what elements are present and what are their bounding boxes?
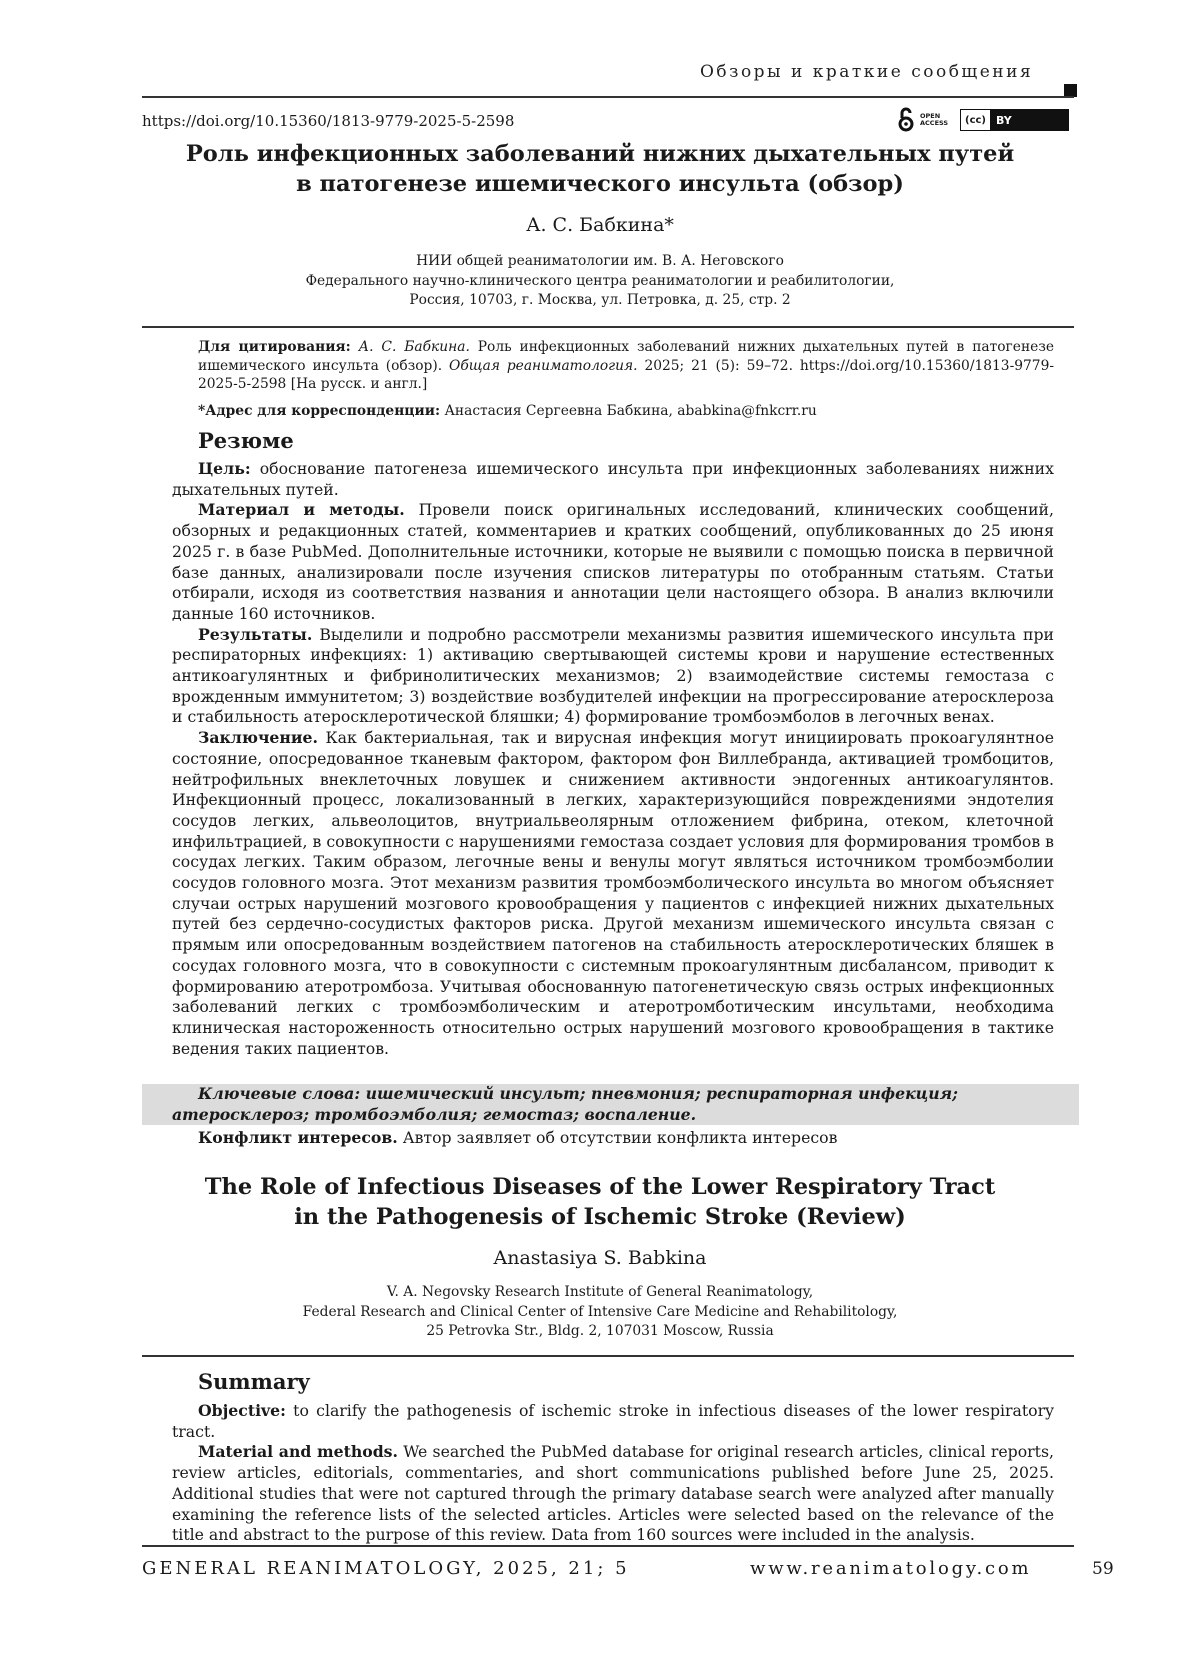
- license-badges: [898, 107, 1069, 133]
- ru-conflict: [198, 1128, 837, 1147]
- ru-aim-text: обоснование патогенеза ишемического инсульта при инфекционных заболеваниях нижних дыхательных путей.: [172, 459, 1054, 499]
- en-title-line1: The Role of Infectious Diseases of the Lower Respiratory Tract: [150, 1172, 1050, 1202]
- en-title: [150, 1172, 1050, 1232]
- ru-title: [150, 139, 1050, 199]
- ru-methods-label: Материал и методы.: [198, 500, 405, 519]
- en-title-line2: in the Pathogenesis of Ischemic Stroke (Review): [150, 1202, 1050, 1232]
- ru-summary-heading: Резюме: [198, 428, 294, 453]
- en-affiliation-line1: V. A. Negovsky Research Institute of General Reanimatology,: [150, 1283, 1050, 1303]
- footer-rule: [142, 1545, 1074, 1547]
- ru-aim-paragraph: [172, 459, 1054, 500]
- citation-block: [198, 338, 1054, 394]
- en-summary-heading: Summary: [198, 1369, 310, 1394]
- ru-methods-text: Провели поиск оригинальных исследований, клинических сообщений, обзорных и редакционных статей, комментариев и кратких сообщений, опубликованных до 25 июня 2025 г. в базе PubMed. Дополнительные источники, которые не выявили с помощью поиска в первичной базе данных, анализировали после изучения списков литературы по отобранным статьям. Статьи отбирали, исходя из соответствия названия и аннотации цели настоящего обзора. В анализ включили данные 160 источников.: [172, 500, 1054, 623]
- ru-aim-label: Цель:: [198, 459, 251, 478]
- en-author: Anastasiya S. Babkina: [150, 1247, 1050, 1269]
- section-label: Обзоры и краткие сообщения: [700, 62, 1033, 82]
- en-affiliation-line3: 25 Petrovka Str., Bldg. 2, 107031 Moscow, Russia: [150, 1322, 1050, 1342]
- en-methods-label: Material and methods.: [198, 1442, 398, 1461]
- cc-license-label: BY: [990, 110, 1068, 130]
- open-access-label: OPEN ACCESS: [920, 113, 954, 127]
- ru-title-rule: [142, 326, 1074, 328]
- cc-icon: (cc): [961, 110, 990, 130]
- ru-conclusion-paragraph: [172, 728, 1054, 1059]
- ru-results-label: Результаты.: [198, 625, 312, 644]
- header-rule: [142, 96, 1074, 98]
- en-affiliation-line2: Federal Research and Clinical Center of Intensive Care Medicine and Rehabilitology,: [150, 1303, 1050, 1323]
- citation-journal: Общая реаниматология.: [449, 358, 638, 374]
- citation-author: А. С. Бабкина.: [359, 339, 470, 355]
- ru-affiliation: [150, 252, 1050, 311]
- cc-by-badge[interactable]: [960, 109, 1069, 131]
- citation-text1: Роль инфекционных заболеваний нижних дыхательных путей в патогенезе ишемического инсульта (обзор).: [198, 339, 1054, 374]
- ru-affiliation-line3: Россия, 10703, г. Москва, ул. Петровка, д. 25, стр. 2: [150, 291, 1050, 311]
- ru-conflict-text: Автор заявляет об отсутствии конфликта интересов: [403, 1128, 838, 1147]
- ru-abstract: [172, 459, 1054, 1059]
- en-title-rule: [142, 1355, 1074, 1357]
- ru-conflict-label: Конфликт интересов.: [198, 1128, 398, 1147]
- ru-author: А. С. Бабкина*: [150, 214, 1050, 236]
- doi-link[interactable]: https://doi.org/10.15360/1813-9779-2025-5-2598: [142, 112, 514, 130]
- correspondence-text: Анастасия Сергеевна Бабкина, ababkina@fnkcrr.ru: [444, 403, 816, 419]
- en-affiliation: [150, 1283, 1050, 1342]
- ru-conclusion-text: Как бактериальная, так и вирусная инфекция могут инициировать прокоагулянтное состояние, опосредованное тканевым фактором, фактором фон Виллебранда, активацией тромбоцитов, нейтрофильных внеклеточных ловушек и снижением активности эндогенных антикоагулянтов. Инфекционный процесс, локализованный в легких, характеризующийся повреждениями эндотелия сосудов легких, альвеолоцитов, внутриальвеолярным отложением фибрина, отеком, клеточной инфильтрацией, в совокупности с нарушениями гемостаза создает условия для формирования тромбов в сосудах легких. Таким образом, легочные вены и венулы могут являться источником тромбоэмболии сосудов головного мозга. Этот механизм развития тромбоэмболического инсульта во многом объясняет случаи острых нарушений мозгового кровообращения у пациентов с инфекцией нижних дыхательных путей без сердечно-сосудистых факторов риска. Другой механизм ишемического инсульта связан с прямым или опосредованным воздействием патогенов на стабильность атеросклеротических бляшек в сосудах головного мозга, что в совокупности с системным прокоагулянтным дисбалансом, приводит к формированию атеротромбоза. Учитывая обоснованную патогенетическую связь острых инфекционных заболеваний легких с тромбоэмболическим и атеротромботическим инсультами, необходима клиническая настороженность относительно острых нарушений мозгового кровообращения в тактике ведения таких пациентов.: [172, 728, 1054, 1058]
- en-objective-paragraph: [172, 1401, 1054, 1442]
- correspondence-label: *Адрес для корреспонденции:: [198, 403, 440, 419]
- en-objective-text: to clarify the pathogenesis of ischemic stroke in infectious diseases of the lower respiratory tract.: [172, 1401, 1054, 1441]
- ru-title-line2: в патогенезе ишемического инсульта (обзор): [150, 169, 1050, 199]
- footer-website[interactable]: www.reanimatology.com: [750, 1558, 1031, 1579]
- ru-keywords: [142, 1084, 1079, 1125]
- ru-methods-paragraph: [172, 500, 1054, 624]
- ru-results-text: Выделили и подробно рассмотрели механизмы развития ишемического инсульта при респираторных инфекциях: 1) активацию свертывающей системы крови и нарушение естественных антикоагулянтных и фибринолитических механизмов; 2) взаимодействие системы гемостаза с врожденным иммунитетом; 3) воздействие возбудителей инфекции на прогрессирование атеросклероза и стабильность атеросклеротической бляшки; 4) формирование тромбоэмболов в легочных венах.: [172, 625, 1054, 727]
- en-abstract: [172, 1401, 1054, 1546]
- ru-results-paragraph: [172, 625, 1054, 729]
- ru-conclusion-label: Заключение.: [198, 728, 318, 747]
- ru-title-line1: Роль инфекционных заболеваний нижних дыхательных путей: [150, 139, 1050, 169]
- en-methods-paragraph: [172, 1442, 1054, 1546]
- correspondence-block: [198, 402, 1054, 421]
- ru-affiliation-line1: НИИ общей реаниматологии им. В. А. Неговского: [150, 252, 1050, 272]
- en-objective-label: Objective:: [198, 1401, 286, 1420]
- en-methods-text: We searched the PubMed database for original research articles, clinical reports, review articles, editorials, commentaries, and short communications published before June 25, 2025. Additional studies that were not captured through the primary database search were analyzed after manually examining the reference lists of the selected articles. Articles were selected based on the relevance of the title and abstract to the purpose of this review. Data from 160 sources were included in the analysis.: [172, 1442, 1054, 1544]
- ru-keywords-text: Ключевые слова: ишемический инсульт; пневмония; респираторная инфекция; атеросклероз; тромбоэмболия; гемостаз; воспаление.: [172, 1084, 958, 1124]
- open-access-icon: [898, 107, 914, 133]
- ru-affiliation-line2: Федерального научно-клинического центра реаниматологии и реабилитологии,: [150, 272, 1050, 292]
- page-number: 59: [1092, 1559, 1114, 1579]
- citation-label: Для цитирования:: [198, 339, 351, 355]
- citation-text2: 2025; 21 (5): 59–72. https://doi.org/10.15360/1813-9779-2025-5-2598 [На русск. и англ.]: [198, 358, 1054, 393]
- footer-journal: GENERAL REANIMATOLOGY, 2025, 21; 5: [142, 1558, 630, 1579]
